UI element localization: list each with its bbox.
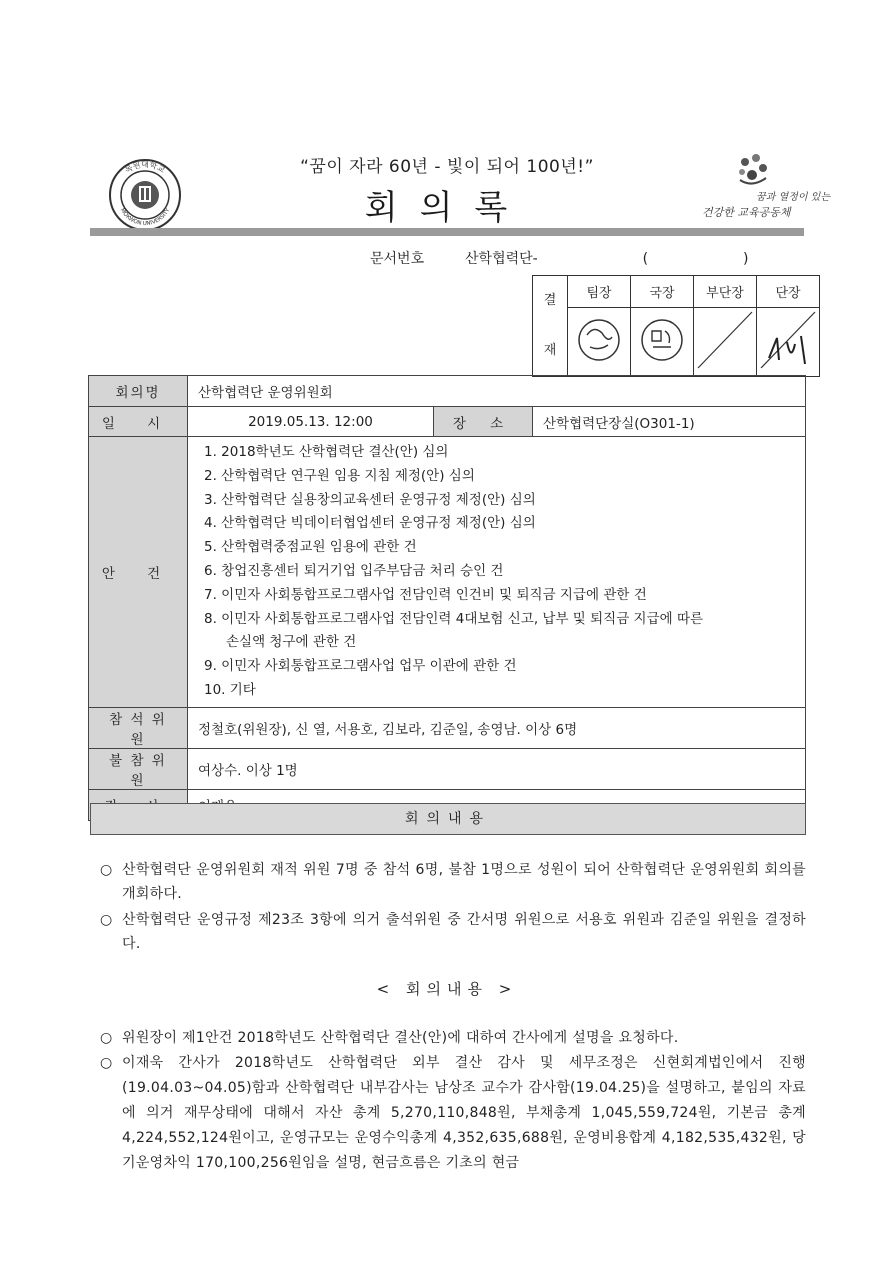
vision-logo (700, 148, 830, 228)
header-divider (90, 228, 804, 236)
content-paragraph: 이재욱 간사가 2018학년도 산학협력단 외부 결산 감사 및 세무조정은 신현회계법인에서 진행(19.04.03~04.05)함과 산학협력단 내부감사는 남상조 교수가 감사함(19.04.25)을 설명하고, 붙임의 자료에 의거 재무상태에 대해서 자산 총계 5,270,110,848원, 부채총계 1,045,559,724원, 기본금 총계 4,224,552,124원이고, 운영규모는 운영수익총계 4,352,635,688원, 운영비용합계 4,182,535,432원, 당기운영차익 170,100,256원임을 설명, 현금흐름은 기초의 현금 (122, 1055, 806, 1171)
seal-bottom-text: MOKWON UNIVERSITY (118, 207, 172, 228)
meeting-datetime: 2019.05.13. 12:00 (188, 407, 434, 437)
agenda-label: 안 건 (89, 437, 188, 708)
intro-paragraph: 산학협력단 운영규정 제23조 3항에 의거 출석위원 중 간서명 위원으로 서용호 위원과 김준일 위원을 결정하다. (122, 912, 806, 952)
doc-number-value: 산학협력단- (465, 251, 538, 267)
vision-line-2: 건강한 교육공동체 (702, 206, 791, 219)
seal-top-text: 목원대학교 (123, 160, 167, 175)
meeting-info-table (88, 375, 806, 821)
agenda-item: 6. 창업진흥센터 퇴거기업 입주부담금 처리 승인 건 (204, 562, 504, 579)
stamp-icon (572, 313, 626, 367)
approval-header-vice-head: 부단장 (694, 276, 757, 308)
approval-side-label-2: 재 (543, 343, 557, 358)
diagonal-slash-icon (694, 308, 756, 372)
place-label: 장 소 (434, 407, 533, 437)
bullet-mark: ○ (100, 1055, 113, 1071)
attendees: 정철호(위원장), 신 열, 서용호, 김보라, 김준일, 송영남. 이상 6명 (188, 707, 806, 748)
bullet-mark: ○ (100, 912, 113, 928)
page-title: 회의록 (364, 188, 530, 228)
intro-paragraphs (100, 858, 806, 956)
doc-number-close-paren: ) (742, 251, 749, 267)
agenda-item: 3. 산학협력단 실용창의교육센터 운영규정 제정(안) 심의 (204, 491, 536, 508)
agenda-list (188, 437, 806, 708)
section-title: 회의내용 (90, 803, 806, 835)
document-number (370, 248, 748, 268)
agenda-item: 10. 기타 (204, 681, 256, 698)
slogan: “꿈이 자라 60년 - 빛이 되어 100년!” (300, 157, 594, 177)
agenda-item: 7. 이민자 사회통합프로그램사업 전담인력 인건비 및 퇴직금 지급에 관한 건 (204, 586, 647, 603)
approval-sign-vice-head (694, 308, 757, 377)
signature-icon (757, 308, 819, 372)
approval-header-director: 국장 (631, 276, 694, 308)
approval-sign-team-lead (568, 308, 631, 377)
approval-side-label-1: 결 (543, 293, 557, 308)
attendees-label: 참 석 위 원 (89, 707, 188, 748)
bullet-mark: ○ (100, 1030, 113, 1046)
agenda-item: 9. 이민자 사회통합프로그램사업 업무 이관에 관한 건 (204, 658, 517, 675)
approval-sign-director (631, 308, 694, 377)
stamp-icon (635, 313, 689, 367)
agenda-item: 2. 산학협력단 연구원 임용 지침 제정(안) 심의 (204, 467, 475, 484)
doc-number-label: 문서번호 (370, 251, 425, 267)
meeting-name: 산학협력단 운영위원회 (188, 376, 806, 407)
agenda-item: 4. 산학협력단 빅데이터협업센터 운영규정 제정(안) 심의 (204, 515, 536, 532)
doc-number-open-paren: ( (642, 251, 649, 267)
meeting-place: 산학협력단장실(O301-1) (533, 407, 806, 437)
meeting-name-label: 회의명 (89, 376, 188, 407)
agenda-item: 1. 2018학년도 산학협력단 결산(안) 심의 (204, 444, 449, 460)
approval-header-team-lead: 팀장 (568, 276, 631, 308)
intro-paragraph: 산학협력단 운영위원회 재적 위원 7명 중 참석 6명, 불참 1명으로 성원이 되어 산학협력단 운영위원회 회의를 개회하다. (122, 862, 806, 902)
content-subheading: < 회의내용 > (376, 980, 518, 998)
content-paragraphs (100, 1026, 806, 1176)
datetime-label: 일 시 (89, 407, 188, 437)
content-paragraph: 위원장이 제1안건 2018학년도 산학협력단 결산(안)에 대하여 간사에게 설명을 요청하다. (122, 1030, 679, 1046)
bullet-mark: ○ (100, 862, 113, 878)
approval-sign-head (757, 308, 820, 377)
agenda-item-continuation: 손실액 청구에 관한 건 (226, 634, 357, 651)
absent-members: 여상수. 이상 1명 (188, 748, 806, 789)
agenda-item: 5. 산학협력중점교원 임용에 관한 건 (204, 539, 417, 556)
vision-line-1: 꿈과 열정이 있는 (756, 192, 830, 203)
approval-table (532, 275, 820, 377)
approval-header-head: 단장 (757, 276, 820, 308)
absent-label: 불 참 위 원 (89, 748, 188, 789)
agenda-item: 8. 이민자 사회통합프로그램사업 전담인력 4대보험 신고, 납부 및 퇴직금 지급에 따른 (204, 610, 704, 627)
